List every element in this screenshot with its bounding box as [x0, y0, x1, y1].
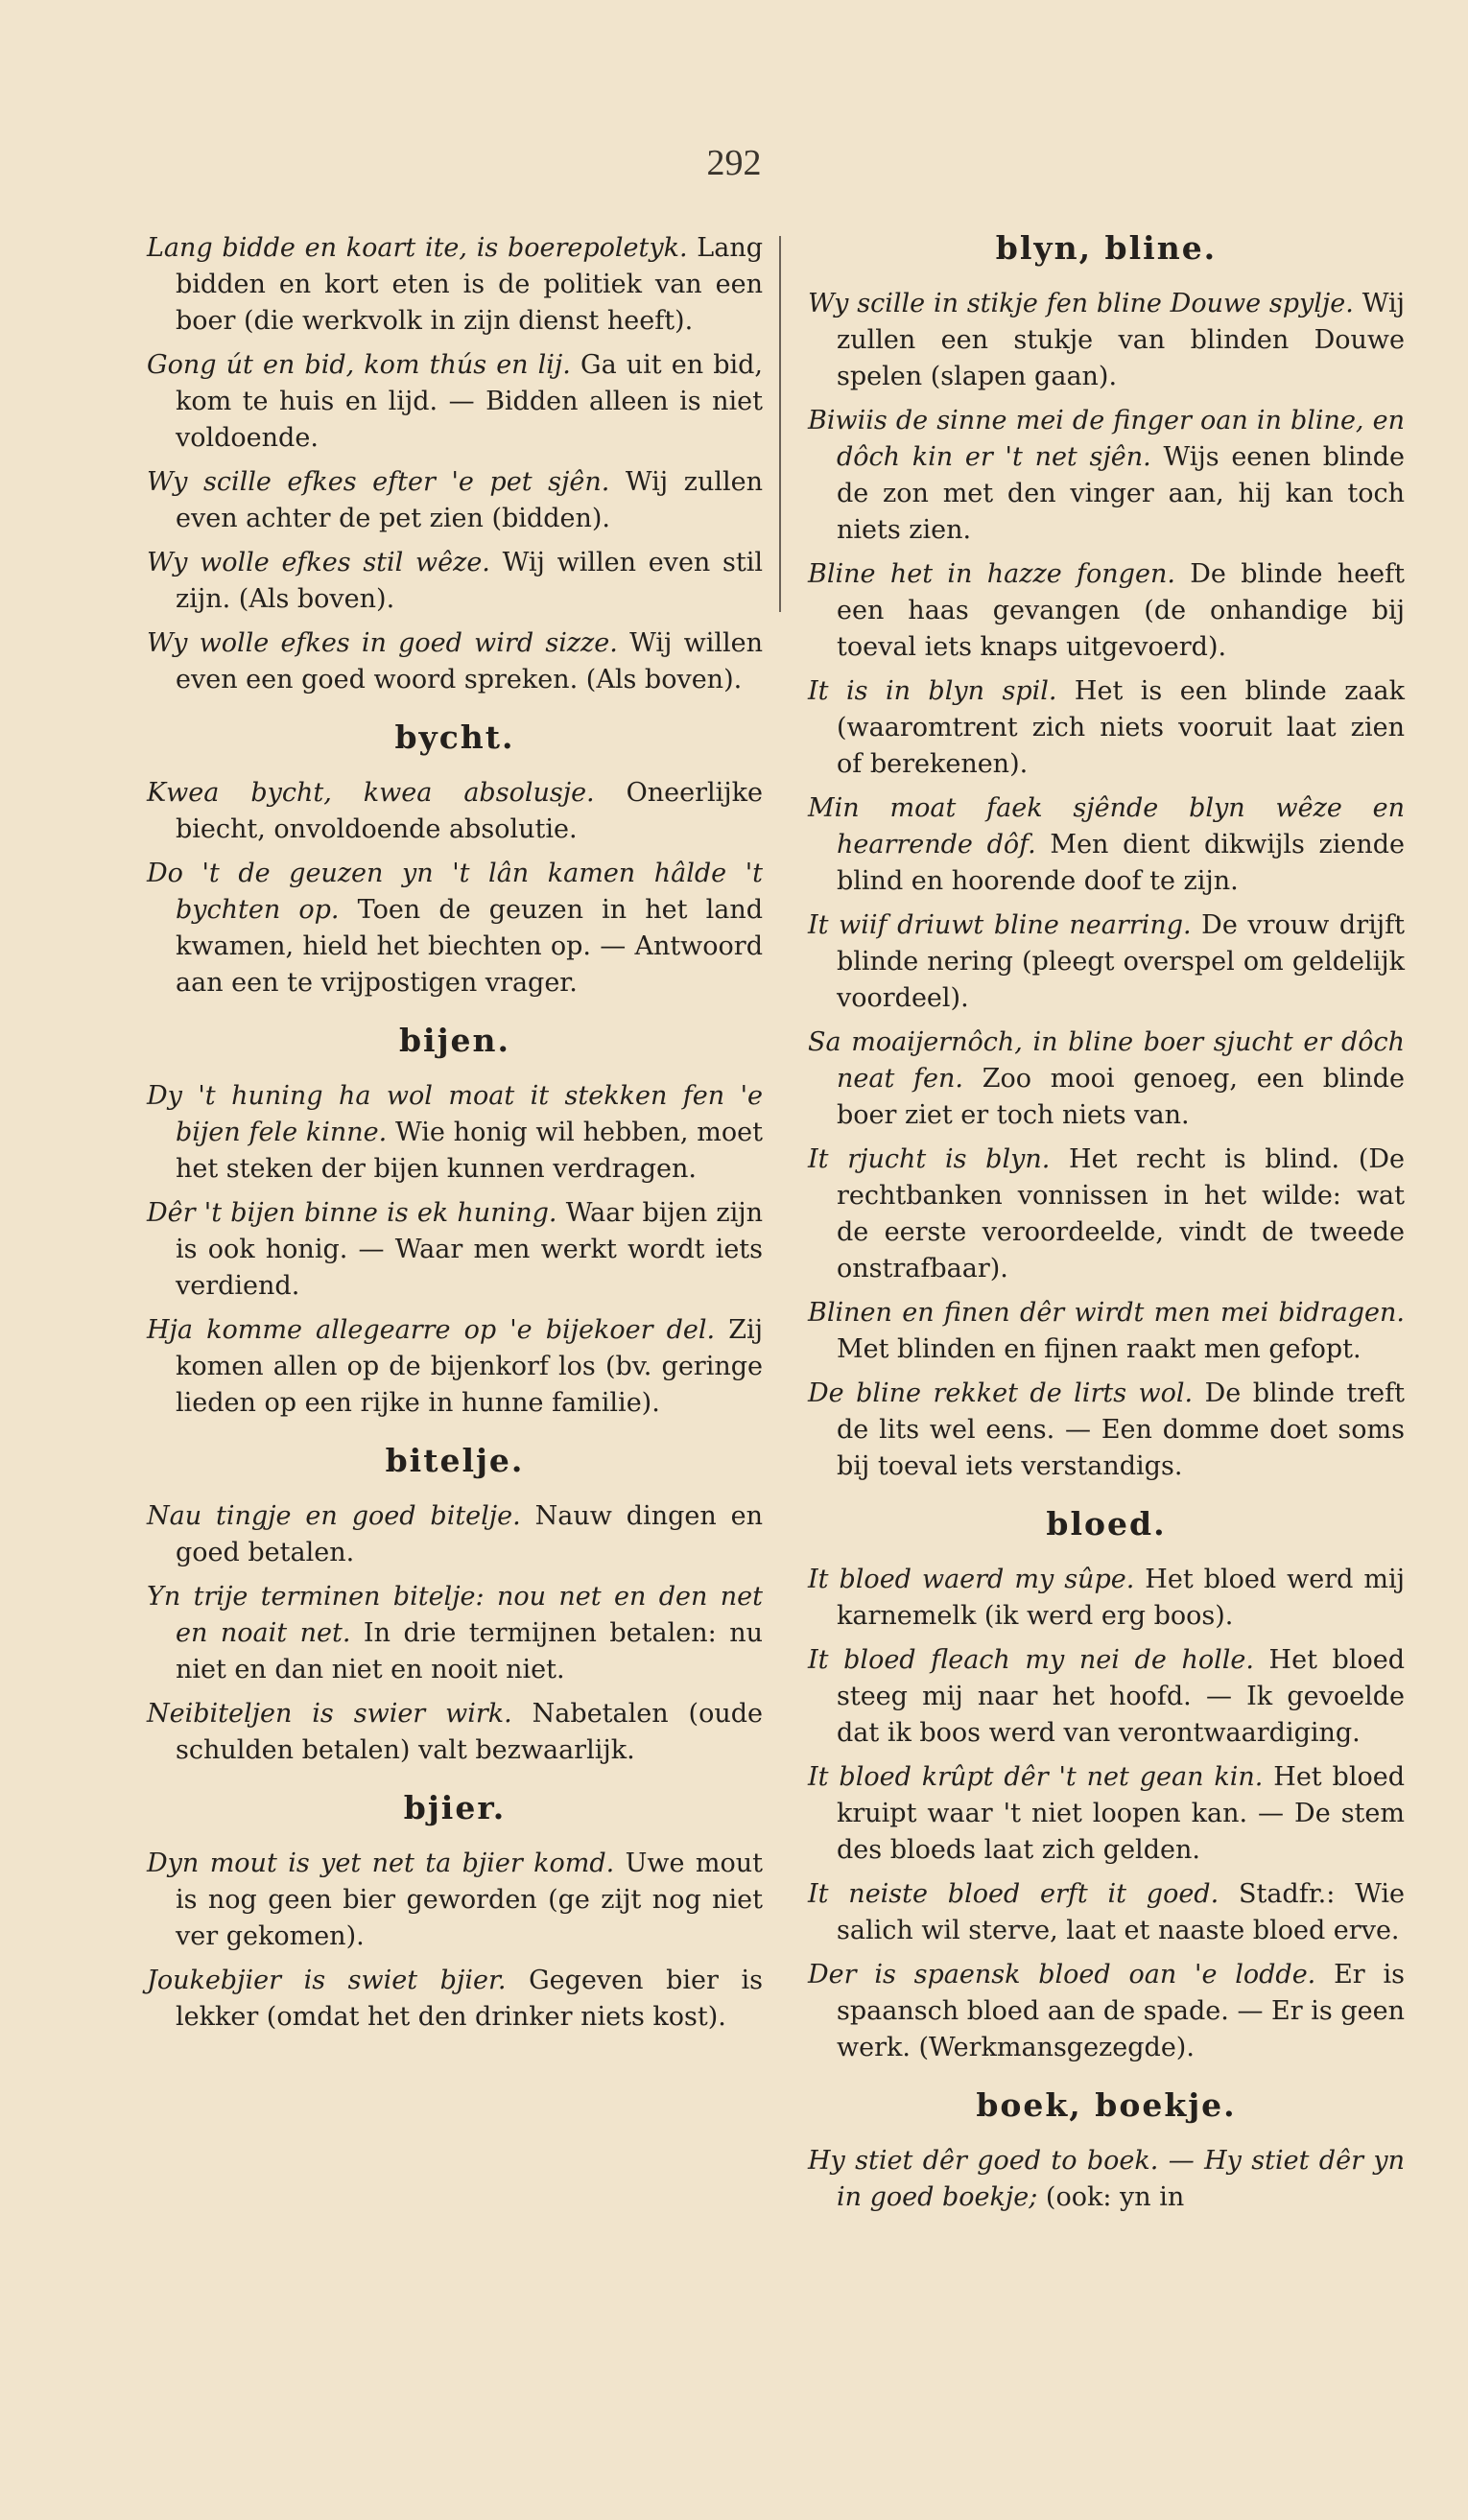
- dutch-translation: Wij zullen een stukje van blinden Douwe spelen (slapen gaan).: [837, 289, 1405, 391]
- dutch-translation: De blinde treft de lits wel eens. — Een domme doet soms bij toeval iets verstandigs.: [837, 1378, 1405, 1481]
- proverb-entry: [808, 907, 1405, 1017]
- section-heading: bjier.: [403, 1789, 507, 1826]
- frisian-phrase: It rjucht is blyn.: [808, 1144, 1051, 1174]
- frisian-phrase: Wy wolle efkes stil wêze.: [147, 548, 490, 577]
- proverb-entry: [147, 625, 763, 698]
- dutch-translation: Toen de geuzen in het land kwamen, hield het biechten op. — Antwoord aan een te vrijpostigen vrager.: [176, 895, 763, 998]
- left-column: [147, 230, 763, 2043]
- proverb-entry: [147, 1078, 763, 1188]
- section-heading: bycht.: [394, 718, 515, 756]
- dutch-translation: Waar bijen zijn is ook honig. — Waar men werkt wordt iets verdiend.: [176, 1198, 763, 1301]
- dutch-translation: Zoo mooi genoeg, een blinde boer ziet er toch niets van.: [837, 1064, 1405, 1130]
- proverb-entry: [808, 790, 1405, 900]
- frisian-phrase: Sa moaijernôch, in bline boer sjucht er dôch neat fen.: [808, 1027, 1405, 1094]
- frisian-phrase: It neiste bloed erft it goed.: [808, 1879, 1219, 1909]
- frisian-phrase: It bloed krûpt dêr 't net gean kin.: [808, 1762, 1264, 1792]
- section-heading: bijen.: [398, 1022, 511, 1059]
- frisian-phrase: Der is spaensk bloed oan 'e lodde.: [808, 1960, 1316, 1990]
- dutch-translation: Wijs eenen blinde de zon met den vinger aan, hij kan toch niets zien.: [837, 442, 1405, 545]
- dutch-translation: Oneerlijke biecht, onvoldoende absolutie.: [176, 778, 763, 844]
- dutch-translation: Ga uit en bid, kom te huis en lijd. — Bidden alleen is niet voldoende.: [176, 350, 764, 453]
- proverb-entry: [147, 775, 763, 848]
- proverb-entry: [808, 1376, 1405, 1485]
- dutch-translation: Het bloed werd mij karnemelk (ik werd erg boos).: [837, 1565, 1406, 1631]
- dutch-translation: Men dient dikwijls ziende blind en hoorende doof te zijn.: [837, 830, 1405, 896]
- frisian-phrase: It bloed waerd my sûpe.: [808, 1565, 1135, 1594]
- dutch-translation: In drie termijnen betalen: nu niet en dan niet en nooit niet.: [176, 1618, 764, 1684]
- frisian-phrase: Hy stiet dêr goed to boek. — Hy stiet dêr yn in goed boekje;: [808, 2146, 1405, 2212]
- frisian-phrase: Hja komme allegearre op 'e bijekoer del.: [147, 1315, 716, 1345]
- frisian-phrase: Do 't de geuzen yn 't lân kamen hâlde 't bychten op.: [147, 859, 763, 925]
- dutch-translation: Met blinden en fijnen raakt men gefopt.: [837, 1334, 1361, 1364]
- dutch-translation: Wij willen even stil zijn. (Als boven).: [176, 548, 763, 614]
- section-heading: bloed.: [1046, 1505, 1167, 1543]
- frisian-phrase: It wiif driuwt bline nearring.: [808, 910, 1192, 940]
- frisian-phrase: It is in blyn spil.: [808, 676, 1057, 706]
- dutch-translation: Er is spaansch bloed aan de spade. — Er is geen werk. (Werkmansgezegde).: [837, 1960, 1405, 2062]
- proverb-entry: [808, 1957, 1405, 2066]
- frisian-phrase: Dêr 't bijen binne is ek huning.: [147, 1198, 557, 1228]
- proverb-entry: [147, 347, 763, 457]
- proverb-entry: [808, 556, 1405, 666]
- proverb-entry: [147, 230, 763, 340]
- frisian-phrase: Dyn mout is yet net ta bjier komd.: [147, 1849, 615, 1878]
- proverb-entry: [808, 1759, 1405, 1869]
- proverb-entry: [808, 673, 1405, 783]
- proverb-entry: [808, 1642, 1405, 1752]
- right-column: [808, 230, 1405, 2224]
- proverb-entry: [147, 1696, 763, 1769]
- proverb-entry: [808, 1142, 1405, 1287]
- frisian-phrase: Lang bidde en koart ite, is boerepoletyk.: [147, 233, 688, 263]
- dutch-translation: Nabetalen (oude schulden betalen) valt bezwaarlijk.: [176, 1699, 763, 1765]
- dutch-translation: Nauw dingen en goed betalen.: [176, 1501, 764, 1567]
- proverb-entry: [808, 1024, 1405, 1134]
- frisian-phrase: Gong út en bid, kom thús en lij.: [147, 350, 571, 380]
- dutch-translation: Lang bidden en kort eten is de politiek van een boer (die werkvolk in zijn dienst heeft).: [176, 233, 763, 336]
- frisian-phrase: Nau tingje en goed bitelje.: [147, 1501, 521, 1531]
- proverb-entry: [147, 1312, 763, 1422]
- frisian-phrase: Wy wolle efkes in goed wird sizze.: [147, 628, 618, 658]
- section-heading: blyn, bline.: [995, 229, 1218, 267]
- frisian-phrase: Bline het in hazze fongen.: [808, 559, 1175, 589]
- dutch-translation: De blinde heeft een haas gevangen (de onhandige bij toeval iets knaps uitgevoerd).: [837, 559, 1405, 662]
- section-heading: bitelje.: [385, 1442, 525, 1479]
- frisian-phrase: Blinen en finen dêr wirdt men mei bidragen.: [808, 1298, 1405, 1328]
- proverb-entry: [147, 1195, 763, 1305]
- section-heading: boek, boekje.: [976, 2086, 1237, 2124]
- dutch-translation: Het bloed steeg mij naar het hoofd. — Ik gevoelde dat ik boos werd van verontwaardiging.: [837, 1645, 1405, 1748]
- frisian-phrase: De bline rekket de lirts wol.: [808, 1378, 1194, 1408]
- proverb-entry: [147, 1846, 763, 1955]
- proverb-entry: [147, 545, 763, 618]
- dutch-translation: Wij willen even een goed woord spreken. (Als boven).: [176, 628, 763, 695]
- frisian-phrase: Yn trije terminen bitelje: nou net en den net en noait net.: [147, 1582, 763, 1648]
- dutch-translation: Het bloed kruipt waar 't niet loopen kan. — De stem des bloeds laat zich gelden.: [837, 1762, 1405, 1865]
- proverb-entry: [147, 856, 763, 1001]
- dutch-translation: Gegeven bier is lekker (omdat het den drinker niets kost).: [176, 1966, 763, 2032]
- frisian-phrase: Wy scille in stikje fen bline Douwe spylje.: [808, 289, 1354, 318]
- dutch-translation: Zij komen allen op de bijenkorf los (bv. geringe lieden op een rijke in hunne familie).: [176, 1315, 763, 1418]
- frisian-phrase: Dy 't huning ha wol moat it stekken fen 'e bijen fele kinne.: [147, 1081, 763, 1147]
- proverb-entry: [147, 1498, 763, 1571]
- dutch-translation: Stadfr.: Wie salich wil sterve, laat et naaste bloed erve.: [837, 1879, 1405, 1945]
- dutch-translation: (ook: yn in: [1037, 2182, 1185, 2212]
- dutch-translation: Het is een blinde zaak (waaromtrent zich niets vooruit laat zien of berekenen).: [837, 676, 1405, 779]
- frisian-phrase: Min moat faek sjênde blyn wêze en hearrende dôf.: [808, 793, 1405, 860]
- frisian-phrase: Neibiteljen is swier wirk.: [147, 1699, 512, 1729]
- proverb-entry: [808, 1876, 1405, 1949]
- dutch-translation: Wij zullen even achter de pet zien (bidden).: [176, 467, 764, 533]
- dutch-translation: Het recht is blind. (De rechtbanken vonnissen in het wilde: wat de eerste veroordeelde, vindt de tweede onstrafbaar).: [837, 1144, 1405, 1284]
- frisian-phrase: It bloed fleach my nei de holle.: [808, 1645, 1254, 1675]
- proverb-entry: [147, 1579, 763, 1688]
- frisian-phrase: Biwiis de sinne mei de finger oan in bline, en dôch kin er 't net sjên.: [808, 406, 1405, 472]
- proverb-entry: [808, 2143, 1405, 2216]
- dutch-translation: De vrouw drijft blinde nering (pleegt overspel om geldelijk voordeel).: [837, 910, 1405, 1013]
- dutch-translation: Uwe mout is nog geen bier geworden (ge zijt nog niet ver gekomen).: [176, 1849, 764, 1951]
- proverb-entry: [808, 286, 1405, 395]
- dutch-translation: Wie honig wil hebben, moet het steken der bijen kunnen verdragen.: [176, 1118, 763, 1184]
- proverb-entry: [808, 1562, 1405, 1635]
- proverb-entry: [808, 1295, 1405, 1368]
- proverb-entry: [147, 1963, 763, 2036]
- frisian-phrase: Wy scille efkes efter 'e pet sjên.: [147, 467, 610, 497]
- frisian-phrase: Joukebjier is swiet bjier.: [147, 1966, 507, 1995]
- frisian-phrase: Kwea bycht, kwea absolusje.: [147, 778, 595, 808]
- page-number: 292: [706, 143, 762, 183]
- column-rule: [779, 236, 781, 612]
- proverb-entry: [147, 464, 763, 537]
- proverb-entry: [808, 403, 1405, 549]
